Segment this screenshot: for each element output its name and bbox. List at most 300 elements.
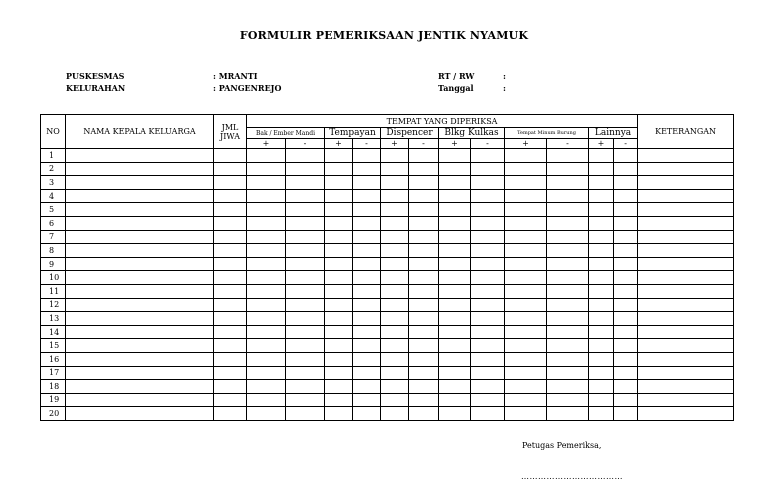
entry-cell[interactable] (214, 298, 247, 312)
entry-cell[interactable] (471, 284, 505, 298)
entry-cell[interactable] (471, 203, 505, 217)
entry-cell[interactable] (505, 216, 547, 230)
entry-cell[interactable] (286, 271, 325, 285)
entry-cell[interactable] (353, 203, 381, 217)
entry-cell[interactable] (471, 216, 505, 230)
entry-cell[interactable] (286, 339, 325, 353)
entry-cell[interactable] (286, 189, 325, 203)
entry-cell[interactable] (66, 284, 214, 298)
entry-cell[interactable] (471, 162, 505, 176)
entry-cell[interactable] (439, 312, 471, 326)
entry-cell[interactable] (409, 339, 439, 353)
entry-cell[interactable] (547, 284, 589, 298)
entry-cell[interactable] (353, 380, 381, 394)
entry-cell[interactable] (286, 176, 325, 190)
entry-cell[interactable] (325, 149, 353, 163)
entry-cell[interactable] (589, 380, 614, 394)
entry-cell[interactable] (589, 149, 614, 163)
entry-cell[interactable] (247, 284, 286, 298)
entry-cell[interactable] (471, 393, 505, 407)
entry-cell[interactable] (381, 407, 409, 421)
entry-cell[interactable] (247, 244, 286, 258)
entry-cell[interactable] (214, 244, 247, 258)
entry-cell[interactable] (505, 393, 547, 407)
entry-cell[interactable] (471, 352, 505, 366)
entry-cell[interactable] (353, 352, 381, 366)
entry-cell[interactable] (325, 298, 353, 312)
entry-cell[interactable] (325, 407, 353, 421)
entry-cell[interactable] (66, 352, 214, 366)
entry-cell[interactable] (325, 203, 353, 217)
entry-cell[interactable] (247, 325, 286, 339)
entry-cell[interactable] (439, 244, 471, 258)
entry-cell[interactable] (409, 176, 439, 190)
entry-cell[interactable] (409, 352, 439, 366)
entry-cell[interactable] (439, 407, 471, 421)
entry-cell[interactable] (547, 216, 589, 230)
entry-cell[interactable] (409, 407, 439, 421)
entry-cell[interactable] (547, 352, 589, 366)
entry-cell[interactable] (247, 407, 286, 421)
entry-cell[interactable] (381, 149, 409, 163)
entry-cell[interactable] (66, 189, 214, 203)
entry-cell[interactable] (325, 325, 353, 339)
entry-cell[interactable] (589, 284, 614, 298)
entry-cell[interactable] (505, 189, 547, 203)
entry-cell[interactable] (614, 230, 638, 244)
entry-cell[interactable] (439, 284, 471, 298)
entry-cell[interactable] (589, 257, 614, 271)
entry-cell[interactable] (381, 325, 409, 339)
entry-cell[interactable] (471, 339, 505, 353)
entry-cell[interactable] (214, 380, 247, 394)
entry-cell[interactable] (381, 203, 409, 217)
entry-cell[interactable] (214, 189, 247, 203)
entry-cell[interactable] (547, 203, 589, 217)
entry-cell[interactable] (547, 176, 589, 190)
entry-cell[interactable] (505, 244, 547, 258)
entry-cell[interactable] (286, 257, 325, 271)
entry-cell[interactable] (614, 393, 638, 407)
entry-cell[interactable] (66, 230, 214, 244)
entry-cell[interactable] (66, 162, 214, 176)
entry-cell[interactable] (214, 162, 247, 176)
entry-cell[interactable] (471, 176, 505, 190)
entry-cell[interactable] (471, 298, 505, 312)
entry-cell[interactable] (325, 162, 353, 176)
entry-cell[interactable] (589, 407, 614, 421)
entry-cell[interactable] (439, 380, 471, 394)
entry-cell[interactable] (286, 284, 325, 298)
entry-cell[interactable] (247, 189, 286, 203)
entry-cell[interactable] (439, 271, 471, 285)
entry-cell[interactable] (353, 284, 381, 298)
entry-cell[interactable] (638, 176, 734, 190)
entry-cell[interactable] (547, 271, 589, 285)
entry-cell[interactable] (247, 230, 286, 244)
entry-cell[interactable] (638, 271, 734, 285)
entry-cell[interactable] (439, 189, 471, 203)
entry-cell[interactable] (214, 339, 247, 353)
entry-cell[interactable] (381, 352, 409, 366)
entry-cell[interactable] (589, 352, 614, 366)
entry-cell[interactable] (214, 216, 247, 230)
entry-cell[interactable] (505, 271, 547, 285)
entry-cell[interactable] (614, 284, 638, 298)
entry-cell[interactable] (439, 203, 471, 217)
entry-cell[interactable] (614, 407, 638, 421)
entry-cell[interactable] (589, 393, 614, 407)
entry-cell[interactable] (547, 230, 589, 244)
entry-cell[interactable] (409, 203, 439, 217)
entry-cell[interactable] (247, 366, 286, 380)
entry-cell[interactable] (325, 352, 353, 366)
entry-cell[interactable] (547, 149, 589, 163)
entry-cell[interactable] (409, 189, 439, 203)
entry-cell[interactable] (353, 407, 381, 421)
entry-cell[interactable] (214, 203, 247, 217)
entry-cell[interactable] (353, 176, 381, 190)
entry-cell[interactable] (409, 393, 439, 407)
entry-cell[interactable] (638, 244, 734, 258)
entry-cell[interactable] (638, 366, 734, 380)
entry-cell[interactable] (325, 176, 353, 190)
entry-cell[interactable] (638, 339, 734, 353)
entry-cell[interactable] (547, 366, 589, 380)
entry-cell[interactable] (589, 298, 614, 312)
entry-cell[interactable] (381, 366, 409, 380)
entry-cell[interactable] (66, 257, 214, 271)
entry-cell[interactable] (325, 257, 353, 271)
entry-cell[interactable] (547, 257, 589, 271)
entry-cell[interactable] (66, 325, 214, 339)
entry-cell[interactable] (247, 149, 286, 163)
entry-cell[interactable] (547, 380, 589, 394)
entry-cell[interactable] (409, 162, 439, 176)
entry-cell[interactable] (325, 339, 353, 353)
entry-cell[interactable] (66, 244, 214, 258)
entry-cell[interactable] (614, 366, 638, 380)
entry-cell[interactable] (589, 244, 614, 258)
entry-cell[interactable] (614, 149, 638, 163)
entry-cell[interactable] (638, 380, 734, 394)
entry-cell[interactable] (286, 298, 325, 312)
entry-cell[interactable] (286, 325, 325, 339)
entry-cell[interactable] (439, 339, 471, 353)
entry-cell[interactable] (247, 271, 286, 285)
entry-cell[interactable] (381, 244, 409, 258)
entry-cell[interactable] (638, 407, 734, 421)
entry-cell[interactable] (381, 339, 409, 353)
entry-cell[interactable] (353, 271, 381, 285)
entry-cell[interactable] (638, 162, 734, 176)
entry-cell[interactable] (589, 366, 614, 380)
entry-cell[interactable] (614, 176, 638, 190)
entry-cell[interactable] (547, 325, 589, 339)
entry-cell[interactable] (286, 366, 325, 380)
entry-cell[interactable] (614, 298, 638, 312)
entry-cell[interactable] (409, 257, 439, 271)
entry-cell[interactable] (214, 230, 247, 244)
entry-cell[interactable] (381, 312, 409, 326)
entry-cell[interactable] (547, 312, 589, 326)
entry-cell[interactable] (247, 176, 286, 190)
entry-cell[interactable] (214, 284, 247, 298)
entry-cell[interactable] (381, 380, 409, 394)
entry-cell[interactable] (214, 393, 247, 407)
entry-cell[interactable] (505, 352, 547, 366)
entry-cell[interactable] (353, 149, 381, 163)
entry-cell[interactable] (471, 366, 505, 380)
entry-cell[interactable] (325, 393, 353, 407)
entry-cell[interactable] (505, 257, 547, 271)
entry-cell[interactable] (614, 380, 638, 394)
entry-cell[interactable] (66, 216, 214, 230)
entry-cell[interactable] (381, 271, 409, 285)
entry-cell[interactable] (409, 298, 439, 312)
entry-cell[interactable] (381, 284, 409, 298)
entry-cell[interactable] (505, 298, 547, 312)
entry-cell[interactable] (471, 325, 505, 339)
entry-cell[interactable] (547, 339, 589, 353)
entry-cell[interactable] (638, 230, 734, 244)
entry-cell[interactable] (589, 271, 614, 285)
entry-cell[interactable] (381, 230, 409, 244)
entry-cell[interactable] (286, 407, 325, 421)
entry-cell[interactable] (353, 298, 381, 312)
entry-cell[interactable] (638, 325, 734, 339)
entry-cell[interactable] (439, 149, 471, 163)
entry-cell[interactable] (614, 312, 638, 326)
entry-cell[interactable] (471, 189, 505, 203)
entry-cell[interactable] (409, 230, 439, 244)
entry-cell[interactable] (247, 380, 286, 394)
entry-cell[interactable] (638, 393, 734, 407)
entry-cell[interactable] (505, 284, 547, 298)
entry-cell[interactable] (214, 325, 247, 339)
entry-cell[interactable] (247, 312, 286, 326)
entry-cell[interactable] (547, 393, 589, 407)
entry-cell[interactable] (381, 257, 409, 271)
entry-cell[interactable] (66, 176, 214, 190)
entry-cell[interactable] (505, 325, 547, 339)
entry-cell[interactable] (439, 257, 471, 271)
entry-cell[interactable] (439, 352, 471, 366)
entry-cell[interactable] (353, 162, 381, 176)
entry-cell[interactable] (286, 203, 325, 217)
entry-cell[interactable] (353, 393, 381, 407)
entry-cell[interactable] (66, 312, 214, 326)
entry-cell[interactable] (409, 312, 439, 326)
entry-cell[interactable] (471, 407, 505, 421)
entry-cell[interactable] (214, 149, 247, 163)
entry-cell[interactable] (505, 149, 547, 163)
entry-cell[interactable] (353, 189, 381, 203)
entry-cell[interactable] (505, 380, 547, 394)
entry-cell[interactable] (66, 380, 214, 394)
entry-cell[interactable] (286, 312, 325, 326)
entry-cell[interactable] (638, 298, 734, 312)
entry-cell[interactable] (66, 271, 214, 285)
entry-cell[interactable] (638, 216, 734, 230)
entry-cell[interactable] (471, 257, 505, 271)
entry-cell[interactable] (66, 407, 214, 421)
entry-cell[interactable] (214, 407, 247, 421)
entry-cell[interactable] (638, 189, 734, 203)
entry-cell[interactable] (589, 230, 614, 244)
entry-cell[interactable] (471, 244, 505, 258)
entry-cell[interactable] (505, 312, 547, 326)
entry-cell[interactable] (638, 352, 734, 366)
entry-cell[interactable] (439, 298, 471, 312)
entry-cell[interactable] (439, 176, 471, 190)
entry-cell[interactable] (381, 162, 409, 176)
entry-cell[interactable] (439, 325, 471, 339)
entry-cell[interactable] (547, 298, 589, 312)
entry-cell[interactable] (214, 271, 247, 285)
entry-cell[interactable] (409, 216, 439, 230)
entry-cell[interactable] (214, 312, 247, 326)
entry-cell[interactable] (505, 176, 547, 190)
entry-cell[interactable] (638, 149, 734, 163)
entry-cell[interactable] (214, 366, 247, 380)
entry-cell[interactable] (589, 312, 614, 326)
entry-cell[interactable] (214, 352, 247, 366)
entry-cell[interactable] (589, 339, 614, 353)
entry-cell[interactable] (439, 393, 471, 407)
entry-cell[interactable] (439, 230, 471, 244)
entry-cell[interactable] (325, 216, 353, 230)
entry-cell[interactable] (471, 230, 505, 244)
entry-cell[interactable] (589, 189, 614, 203)
entry-cell[interactable] (505, 203, 547, 217)
entry-cell[interactable] (589, 162, 614, 176)
entry-cell[interactable] (409, 366, 439, 380)
entry-cell[interactable] (409, 380, 439, 394)
entry-cell[interactable] (471, 149, 505, 163)
entry-cell[interactable] (325, 380, 353, 394)
entry-cell[interactable] (471, 271, 505, 285)
entry-cell[interactable] (614, 216, 638, 230)
entry-cell[interactable] (614, 203, 638, 217)
entry-cell[interactable] (614, 162, 638, 176)
entry-cell[interactable] (353, 325, 381, 339)
entry-cell[interactable] (247, 393, 286, 407)
entry-cell[interactable] (547, 162, 589, 176)
entry-cell[interactable] (614, 271, 638, 285)
entry-cell[interactable] (247, 298, 286, 312)
entry-cell[interactable] (353, 244, 381, 258)
entry-cell[interactable] (409, 284, 439, 298)
entry-cell[interactable] (286, 244, 325, 258)
entry-cell[interactable] (589, 216, 614, 230)
entry-cell[interactable] (286, 149, 325, 163)
entry-cell[interactable] (547, 189, 589, 203)
entry-cell[interactable] (589, 203, 614, 217)
entry-cell[interactable] (589, 325, 614, 339)
entry-cell[interactable] (325, 366, 353, 380)
entry-cell[interactable] (353, 216, 381, 230)
entry-cell[interactable] (353, 366, 381, 380)
entry-cell[interactable] (325, 271, 353, 285)
entry-cell[interactable] (66, 203, 214, 217)
entry-cell[interactable] (247, 339, 286, 353)
entry-cell[interactable] (381, 298, 409, 312)
entry-cell[interactable] (66, 339, 214, 353)
entry-cell[interactable] (247, 162, 286, 176)
entry-cell[interactable] (381, 393, 409, 407)
entry-cell[interactable] (286, 352, 325, 366)
entry-cell[interactable] (381, 189, 409, 203)
entry-cell[interactable] (381, 216, 409, 230)
entry-cell[interactable] (505, 366, 547, 380)
entry-cell[interactable] (409, 244, 439, 258)
entry-cell[interactable] (325, 284, 353, 298)
entry-cell[interactable] (505, 162, 547, 176)
entry-cell[interactable] (247, 352, 286, 366)
entry-cell[interactable] (286, 380, 325, 394)
entry-cell[interactable] (247, 216, 286, 230)
entry-cell[interactable] (325, 312, 353, 326)
entry-cell[interactable] (505, 339, 547, 353)
entry-cell[interactable] (286, 162, 325, 176)
entry-cell[interactable] (325, 230, 353, 244)
entry-cell[interactable] (286, 393, 325, 407)
entry-cell[interactable] (325, 189, 353, 203)
entry-cell[interactable] (471, 312, 505, 326)
entry-cell[interactable] (439, 216, 471, 230)
entry-cell[interactable] (614, 352, 638, 366)
entry-cell[interactable] (66, 298, 214, 312)
entry-cell[interactable] (409, 149, 439, 163)
entry-cell[interactable] (353, 312, 381, 326)
entry-cell[interactable] (638, 312, 734, 326)
entry-cell[interactable] (638, 203, 734, 217)
entry-cell[interactable] (409, 271, 439, 285)
entry-cell[interactable] (547, 407, 589, 421)
entry-cell[interactable] (614, 244, 638, 258)
entry-cell[interactable] (214, 176, 247, 190)
entry-cell[interactable] (409, 325, 439, 339)
entry-cell[interactable] (353, 339, 381, 353)
entry-cell[interactable] (325, 244, 353, 258)
entry-cell[interactable] (247, 257, 286, 271)
entry-cell[interactable] (614, 257, 638, 271)
entry-cell[interactable] (247, 203, 286, 217)
entry-cell[interactable] (614, 339, 638, 353)
entry-cell[interactable] (589, 176, 614, 190)
entry-cell[interactable] (286, 216, 325, 230)
entry-cell[interactable] (66, 366, 214, 380)
entry-cell[interactable] (286, 230, 325, 244)
entry-cell[interactable] (505, 407, 547, 421)
entry-cell[interactable] (471, 380, 505, 394)
entry-cell[interactable] (439, 366, 471, 380)
entry-cell[interactable] (614, 325, 638, 339)
entry-cell[interactable] (547, 244, 589, 258)
entry-cell[interactable] (614, 189, 638, 203)
entry-cell[interactable] (638, 257, 734, 271)
entry-cell[interactable] (66, 149, 214, 163)
entry-cell[interactable] (214, 257, 247, 271)
entry-cell[interactable] (439, 162, 471, 176)
entry-cell[interactable] (353, 257, 381, 271)
entry-cell[interactable] (66, 393, 214, 407)
entry-cell[interactable] (505, 230, 547, 244)
entry-cell[interactable] (638, 284, 734, 298)
entry-cell[interactable] (381, 176, 409, 190)
entry-cell[interactable] (353, 230, 381, 244)
